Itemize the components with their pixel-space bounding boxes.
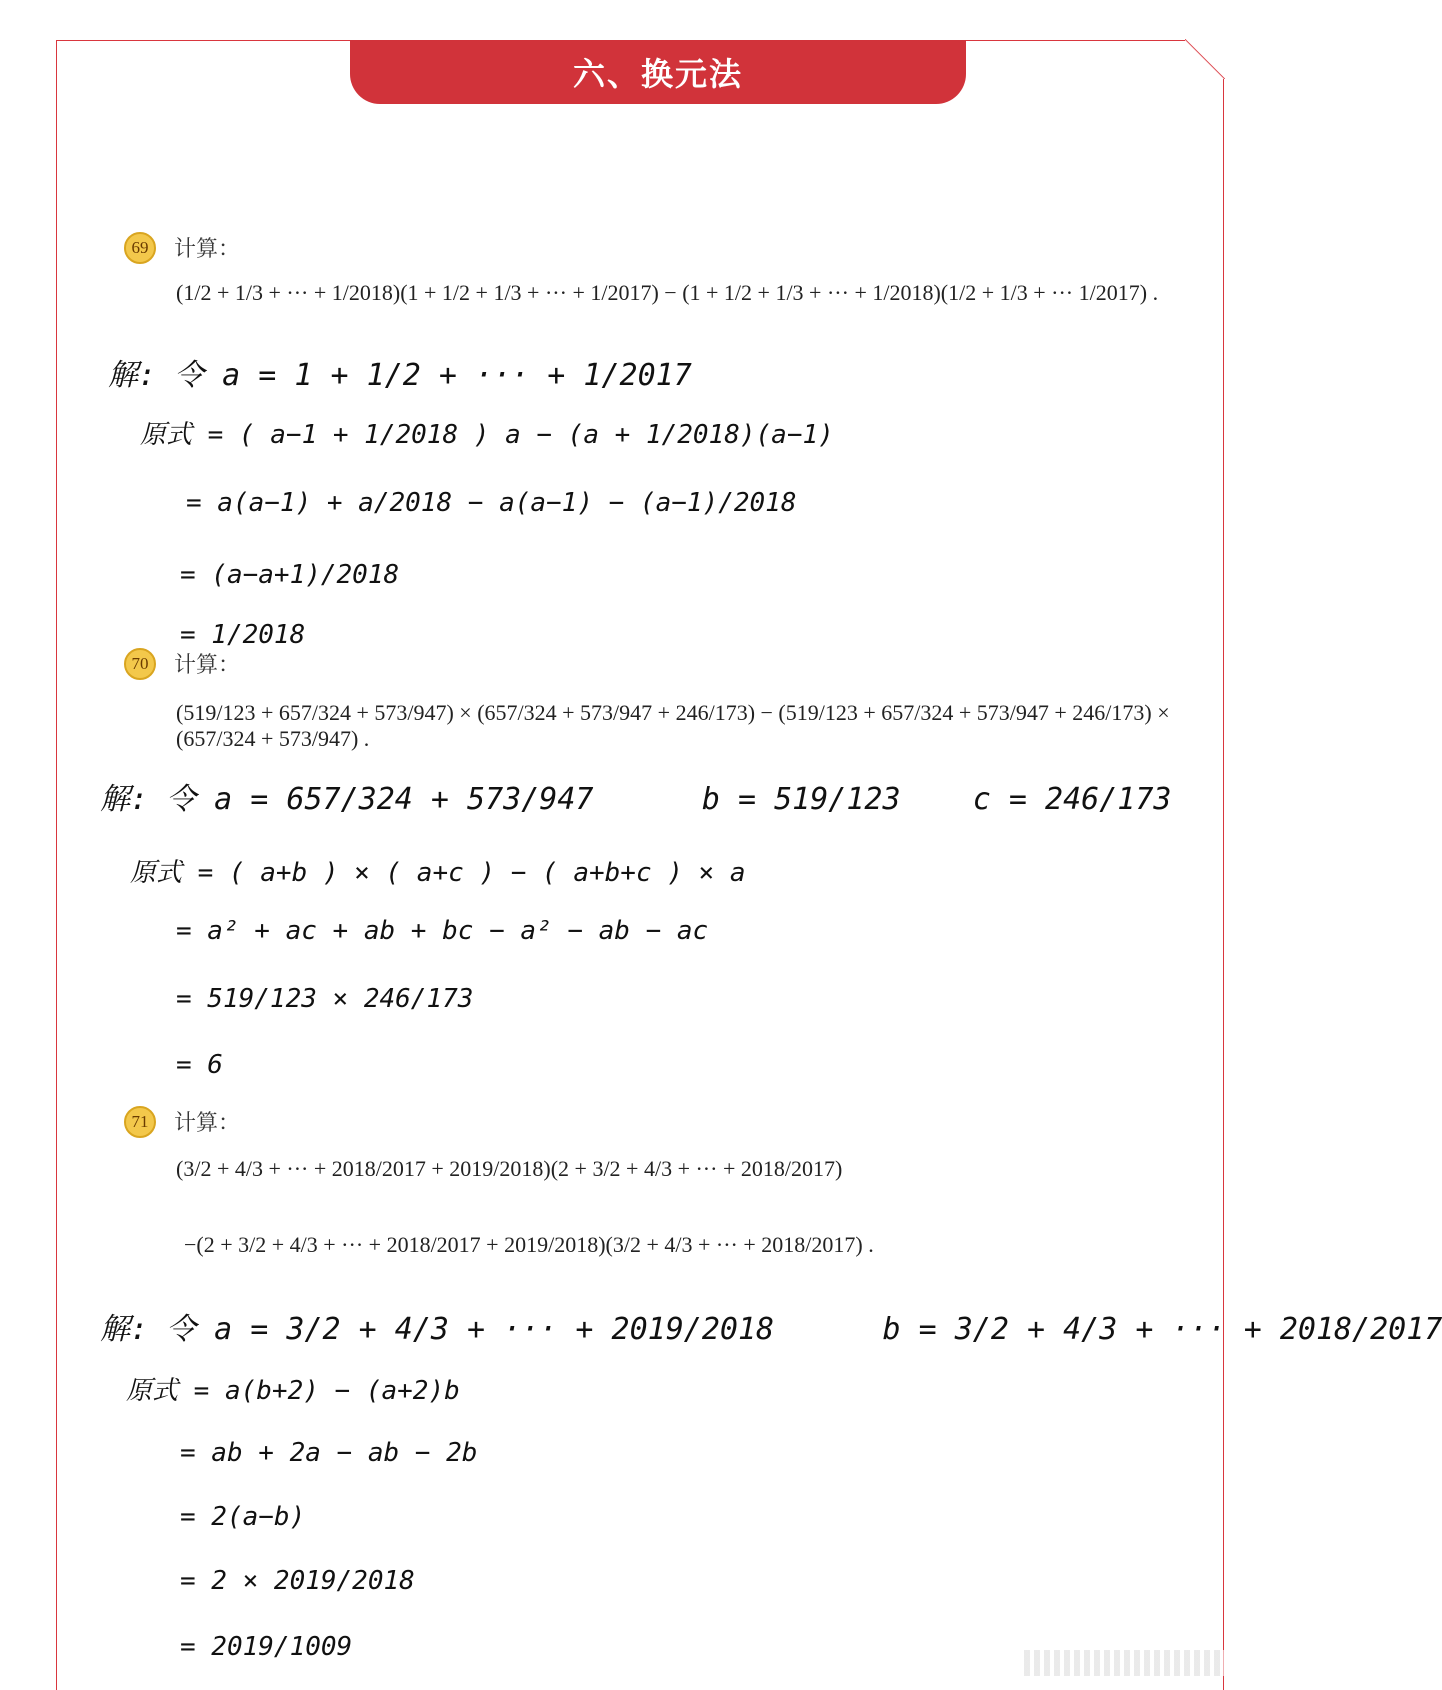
- solution-line: 原式 = ( a−1 + 1/2018 ) a − (a + 1/2018)(a−1): [140, 420, 834, 450]
- solution-line: = 2019/1009: [180, 1632, 353, 1662]
- section-title-tab: [350, 40, 966, 104]
- problem-number-badge: 69: [124, 232, 156, 264]
- problem-label: 计算：: [174, 237, 241, 262]
- problem-expression: (1/2 + 1/3 + ··· + 1/2018)(1 + 1/2 + 1/3 + ··· + 1/2017) − (1 + 1/2 + 1/3 + ··· + 1/2018)(1/2 + 1/3 + ··· 1/2017) .: [176, 280, 1159, 305]
- solution-line: 原式 = a(b+2) − (a+2)b: [126, 1376, 460, 1406]
- solution-line: 解: 令 a = 657/324 + 573/947 b = 519/123 c = 246/173: [100, 782, 1172, 817]
- solution-line: = ab + 2a − ab − 2b: [180, 1438, 478, 1468]
- solution-line: = (a−a+1)/2018: [180, 560, 400, 590]
- problem-expression-line1: (3/2 + 4/3 + ··· + 2018/2017 + 2019/2018)(2 + 3/2 + 4/3 + ··· + 2018/2017): [176, 1156, 843, 1181]
- problem-number-badge: 70: [124, 648, 156, 680]
- solution-line: = a² + ac + ab + bc − a² − ab − ac: [176, 916, 709, 946]
- watermark-strip: [1024, 1650, 1224, 1676]
- problem-label: 计算：: [174, 1111, 241, 1136]
- problem-label: 计算：: [174, 653, 241, 678]
- solution-line: = 519/123 × 246/173: [176, 984, 474, 1014]
- solution-line: 解: 令 a = 3/2 + 4/3 + ··· + 2019/2018 b = 3/2 + 4/3 + ··· + 2018/2017: [100, 1312, 1442, 1347]
- section-title: 六、换元法: [572, 55, 743, 93]
- solution-line: = 2(a−b): [180, 1502, 306, 1532]
- problem-number-badge: 71: [124, 1106, 156, 1138]
- corner-decoration: [1185, 39, 1225, 79]
- solution-line: 原式 = ( a+b ) × ( a+c ) − ( a+b+c ) × a: [130, 858, 746, 888]
- solution-line: 解: 令 a = 1 + 1/2 + ··· + 1/2017: [108, 358, 692, 393]
- solution-line: = 1/2018: [180, 620, 306, 650]
- problem-expression: (519/123 + 657/324 + 573/947) × (657/324 + 573/947 + 246/173) − (519/123 + 657/324 + 573/947 + 246/173) × (657/324 + 573/947) .: [176, 700, 1170, 751]
- solution-line: = 6: [176, 1050, 223, 1080]
- solution-line: = a(a−1) + a/2018 − a(a−1) − (a−1)/2018: [186, 488, 797, 518]
- problem-expression-line2: −(2 + 3/2 + 4/3 + ··· + 2018/2017 + 2019/2018)(3/2 + 4/3 + ··· + 2018/2017) .: [184, 1232, 874, 1257]
- solution-line: = 2 × 2019/2018: [180, 1566, 415, 1596]
